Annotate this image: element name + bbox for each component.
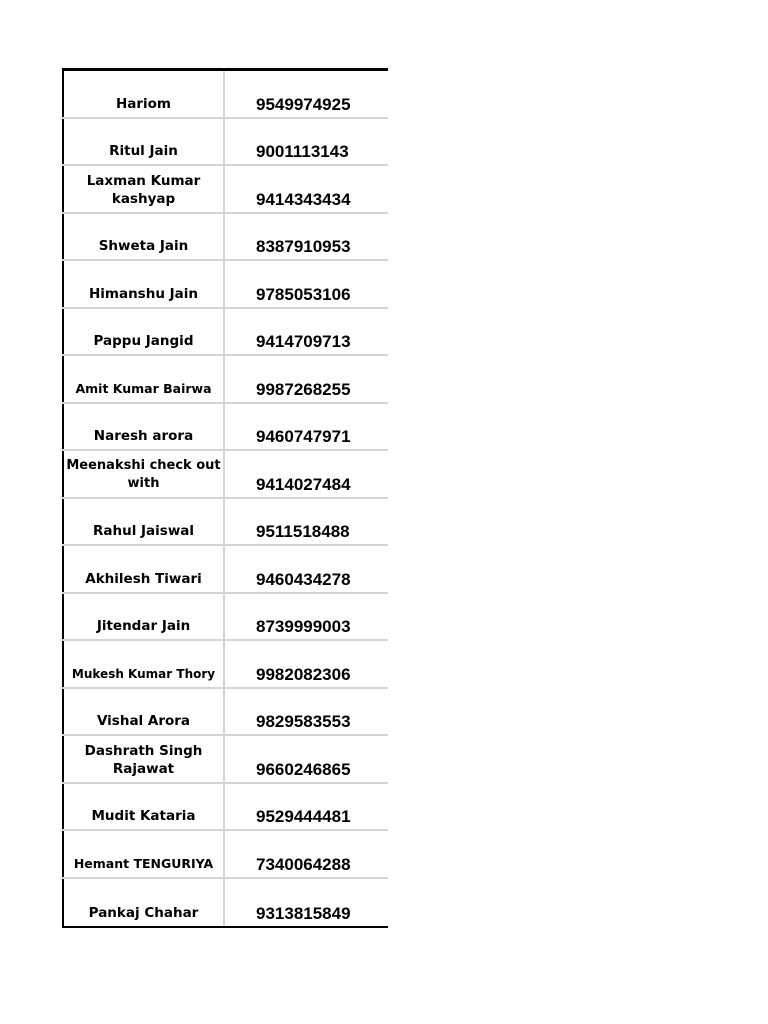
phone-cell: 9529444481 bbox=[256, 807, 351, 826]
table-row bbox=[62, 641, 388, 689]
phone-cell: 8739999003 bbox=[256, 617, 351, 636]
name-cell bbox=[62, 784, 225, 830]
contact-name: Vishal Arora bbox=[96, 713, 191, 729]
name-cell bbox=[62, 641, 225, 687]
phone-cell: 9460434278 bbox=[256, 569, 351, 589]
contact-name: Meenakshi check out with bbox=[66, 457, 221, 491]
phone-cell: 9987268255 bbox=[256, 379, 351, 399]
phone-cell: 9414027484 bbox=[256, 474, 351, 494]
phone-cell: 9460747971 bbox=[256, 427, 351, 446]
table-row bbox=[62, 736, 388, 784]
name-cell bbox=[62, 356, 225, 402]
phone-cell: 7340064288 bbox=[256, 854, 351, 874]
name-cell bbox=[62, 119, 225, 165]
table-row bbox=[62, 546, 388, 594]
contact-name: Laxman Kumar kashyap bbox=[86, 172, 201, 207]
contact-name: Mukesh Kumar Thory bbox=[71, 666, 216, 681]
contact-name: Hariom bbox=[115, 95, 172, 112]
name-cell bbox=[62, 166, 225, 212]
phone-cell: 8387910953 bbox=[256, 237, 351, 256]
name-cell bbox=[62, 71, 225, 117]
table-row bbox=[62, 784, 388, 832]
name-cell bbox=[62, 214, 225, 260]
name-cell bbox=[62, 499, 225, 545]
table-row bbox=[62, 261, 388, 309]
phone-cell: 9785053106 bbox=[256, 284, 351, 304]
contact-name: Rahul Jaiswal bbox=[92, 523, 195, 539]
table-row bbox=[62, 71, 388, 119]
contact-name: Pankaj Chahar bbox=[88, 905, 199, 921]
name-cell bbox=[62, 879, 225, 927]
table-row bbox=[62, 594, 388, 642]
table-row bbox=[62, 499, 388, 547]
table-row bbox=[62, 119, 388, 167]
contact-name: Hemant TENGURIYA bbox=[73, 855, 214, 871]
contact-name: Pappu Jangid bbox=[93, 333, 194, 349]
table-row bbox=[62, 309, 388, 357]
table-row bbox=[62, 689, 388, 737]
phone-cell: 9414343434 bbox=[256, 189, 351, 209]
phone-cell: 9511518488 bbox=[256, 522, 350, 541]
name-cell bbox=[62, 404, 225, 450]
contact-name: Himanshu Jain bbox=[88, 285, 199, 302]
name-cell bbox=[62, 736, 225, 782]
name-cell bbox=[62, 594, 225, 640]
contact-name: Jitendar Jain bbox=[96, 618, 191, 634]
table-row bbox=[62, 356, 388, 404]
contact-name: Akhilesh Tiwari bbox=[85, 570, 202, 587]
phone-cell: 9549974925 bbox=[256, 94, 351, 114]
name-cell bbox=[62, 309, 225, 355]
contact-name: Mudit Kataria bbox=[91, 808, 196, 824]
name-cell bbox=[62, 451, 225, 497]
table-row bbox=[62, 831, 388, 879]
table-row bbox=[62, 451, 388, 499]
table-row bbox=[62, 879, 388, 927]
contacts-table bbox=[62, 68, 388, 928]
name-cell bbox=[62, 831, 225, 877]
table-row bbox=[62, 166, 388, 214]
phone-cell: 9829583553 bbox=[256, 712, 351, 731]
name-cell bbox=[62, 546, 225, 592]
table-row bbox=[62, 404, 388, 452]
table-row bbox=[62, 214, 388, 262]
phone-cell: 9414709713 bbox=[256, 332, 351, 351]
phone-cell: 9660246865 bbox=[256, 759, 351, 779]
contact-name: Dashrath Singh Rajawat bbox=[84, 742, 203, 777]
phone-cell: 9313815849 bbox=[256, 904, 351, 923]
name-cell bbox=[62, 689, 225, 735]
contact-name: Shweta Jain bbox=[98, 238, 189, 254]
phone-cell: 9982082306 bbox=[256, 664, 351, 684]
contact-name: Ritul Jain bbox=[109, 143, 178, 159]
contact-name: Naresh arora bbox=[93, 428, 194, 444]
contact-name: Amit Kumar Bairwa bbox=[75, 380, 212, 396]
phone-cell: 9001113143 bbox=[256, 142, 349, 161]
name-cell bbox=[62, 261, 225, 307]
